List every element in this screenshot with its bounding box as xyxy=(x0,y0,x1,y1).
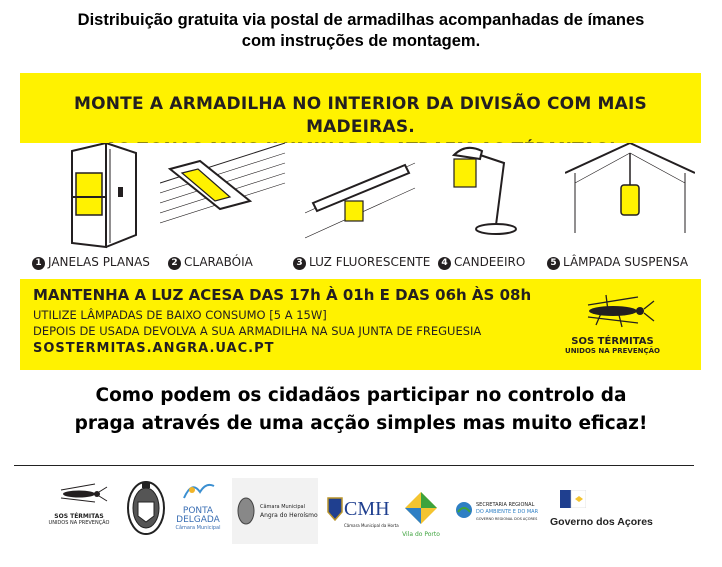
ponta-delgada-line-1: PONTA xyxy=(182,506,214,516)
sram-logo xyxy=(452,478,544,544)
partner-logos xyxy=(0,478,722,548)
question-line-1: Como podem os cidadãos participar no controlo da xyxy=(95,385,627,406)
schedule-text: MANTENHA A LUZ ACESA DAS 17h À 01h E DAS 06h ÀS 08h xyxy=(33,286,532,304)
cmh-logo xyxy=(324,478,399,544)
sram-line-2: DO AMBIENTE E DO MAR xyxy=(476,509,539,515)
desk-lamp-icon xyxy=(440,143,540,251)
sram-line-3: GOVERNO REGIONAL DOS AÇORES xyxy=(476,517,538,521)
angra-line-1: Câmara Municipal xyxy=(260,504,306,510)
ponta-delgada-icon xyxy=(178,478,218,502)
window-icon xyxy=(40,143,150,251)
cmh-text: CMH xyxy=(344,498,390,520)
fluorescent-light-icon xyxy=(305,143,425,251)
sos-logo-title: SOS TÉRMITAS xyxy=(571,336,654,347)
sos-termitas-partner-logo xyxy=(45,478,113,544)
partner-sos-sub: UNIDOS NA PREVENÇÃO xyxy=(48,520,110,526)
cmh-subtext: Câmara Municipal da Horta xyxy=(344,523,399,528)
vila-do-porto-logo xyxy=(398,478,444,544)
azores-flag-icon xyxy=(560,490,586,508)
sos-logo-subtitle: UNIDOS NA PREVENÇÃO xyxy=(565,347,660,355)
ponta-delgada-line-3: Câmara Municipal xyxy=(175,525,221,531)
ponta-delgada-logo xyxy=(168,478,228,544)
hanging-lamp-icon xyxy=(565,143,695,251)
step-5-label: 5 LÂMPADA SUSPENSA xyxy=(547,255,688,270)
angra-crest-icon xyxy=(236,496,256,526)
skylight-icon xyxy=(160,143,290,251)
caption-line-2: com instruções de montagem. xyxy=(241,32,481,50)
sram-line-1: SECRETARIA REGIONAL xyxy=(476,502,535,508)
top-caption xyxy=(0,10,722,52)
step-2-label: 2 CLARABÓIA xyxy=(168,255,253,270)
sram-icon xyxy=(454,500,474,520)
partner-sos-title: SOS TÉRMITAS xyxy=(54,513,104,520)
ponta-delgada-line-2: DELGADA xyxy=(176,515,220,525)
tip-return-trap: DEPOIS DE USADA DEVOLVA A SUA ARMADILHA NA SUA JUNTA DE FREGUESIA xyxy=(33,324,482,338)
step-4-label: 4 CANDEEIRO xyxy=(438,255,525,270)
magnet-card xyxy=(20,73,701,370)
governo-acores-logo xyxy=(548,478,653,544)
cmh-crest-icon xyxy=(326,496,344,522)
vila-do-porto-icon xyxy=(403,490,439,526)
vila-do-porto-text: Vila do Porto xyxy=(402,531,440,538)
angra-line-2: Angra do Heroísmo xyxy=(260,512,318,519)
sos-termitas-logo xyxy=(565,287,660,361)
termite-icon xyxy=(568,287,658,331)
coat-of-arms-logo xyxy=(126,478,166,544)
divider xyxy=(14,465,694,466)
step-3-label: 3 LUZ FLUORESCENTE xyxy=(293,255,430,270)
headline-line-1: MONTE A ARMADILHA NO INTERIOR DA DIVISÃO COM MAIS MADEIRAS. xyxy=(73,94,647,137)
termite-small-icon xyxy=(49,478,109,508)
step-1-label: 1 JANELAS PLANAS xyxy=(32,255,150,270)
question-line-2: praga através de uma acção simples mas muito eficaz! xyxy=(74,413,648,434)
tip-low-consumption: UTILIZE LÂMPADAS DE BAIXO CONSUMO [5 A 15W] xyxy=(33,308,327,322)
illustration-band xyxy=(20,143,701,279)
question-text xyxy=(0,382,722,438)
crest-icon xyxy=(126,478,166,540)
website-url: SOSTERMITAS.ANGRA.UAC.PT xyxy=(33,341,275,356)
governo-text: Governo dos Açores xyxy=(550,516,653,528)
caption-line-1: Distribuição gratuita via postal de armadilhas acompanhadas de ímanes xyxy=(77,11,645,29)
angra-logo xyxy=(232,478,318,544)
